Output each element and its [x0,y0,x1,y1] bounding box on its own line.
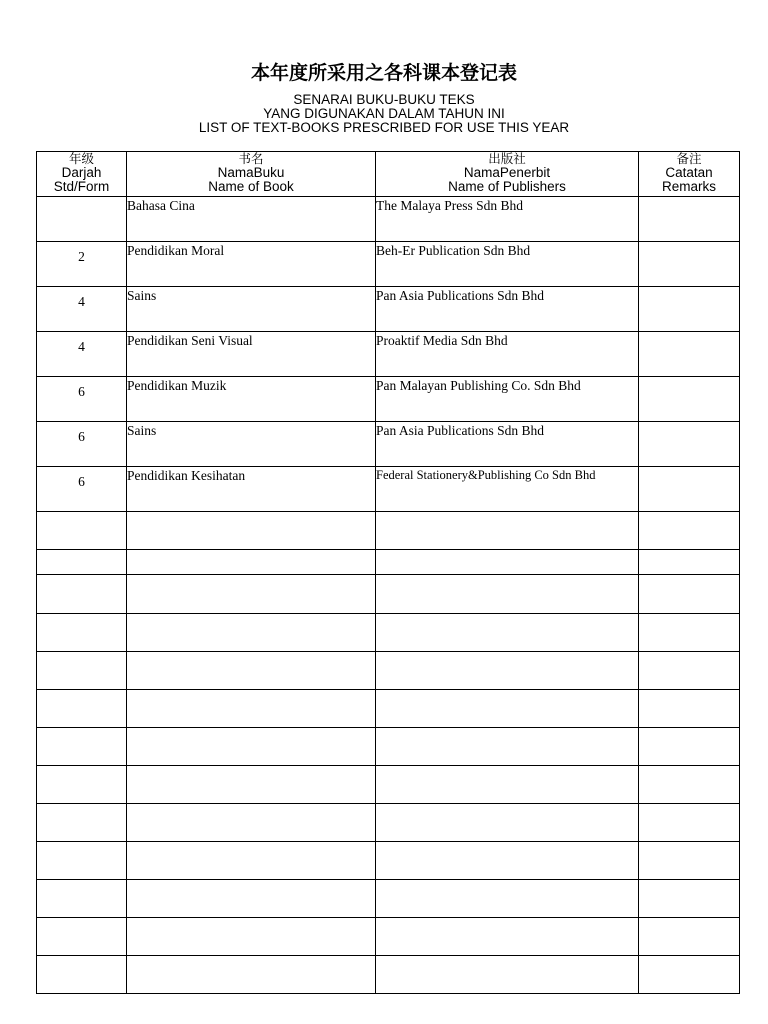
empty-cell [376,766,639,804]
header-publisher [376,152,639,197]
empty-row [37,575,740,614]
header-publisher-ms: NamaPenerbit [463,165,551,180]
empty-cell [639,918,740,956]
empty-cell [127,575,376,614]
book-cell: Pendidikan Moral [127,242,376,287]
empty-cell [127,614,376,652]
subtitle-malay-line-1: SENARAI BUKU-BUKU TEKS [293,92,475,107]
empty-cell [37,956,127,994]
remarks-cell [639,197,740,242]
empty-row [37,804,740,842]
std-cell: 4 [37,287,127,332]
publisher-cell: Federal Stationery&Publishing Co Sdn Bhd [376,467,639,512]
empty-cell [127,728,376,766]
remarks-cell [639,422,740,467]
empty-cell [127,652,376,690]
subtitle-malay-line-2: YANG DIGUNAKAN DALAM TAHUN INI [263,106,505,121]
empty-cell [127,512,376,550]
table-row [37,467,740,512]
header-publisher-zh: 出版社 [488,151,526,166]
empty-cell [639,956,740,994]
empty-cell [37,728,127,766]
empty-row [37,652,740,690]
empty-cell [639,512,740,550]
empty-row [37,842,740,880]
header-std-form-ms: Darjah [61,165,102,180]
remarks-cell [639,377,740,422]
std-cell: 6 [37,467,127,512]
std-cell [37,197,127,242]
table-row [37,287,740,332]
publisher-cell: Pan Asia Publications Sdn Bhd [376,287,639,332]
page-title: 本年度所采用之各科课本登记表 [250,62,517,84]
table-row [37,377,740,422]
empty-cell [376,880,639,918]
empty-cell [639,690,740,728]
book-cell: Pendidikan Seni Visual [127,332,376,377]
empty-cell [37,512,127,550]
header-std-form-en: Std/Form [53,179,110,194]
table-row [37,332,740,377]
empty-cell [376,690,639,728]
std-cell: 6 [37,422,127,467]
empty-row [37,918,740,956]
empty-cell [639,652,740,690]
empty-cell [376,550,639,575]
table-row [37,242,740,287]
empty-row [37,728,740,766]
empty-cell [376,652,639,690]
empty-cell [376,918,639,956]
empty-cell [639,614,740,652]
header-book-name-zh: 书名 [238,151,264,166]
textbook-table [36,151,740,994]
header-std-form-zh: 年级 [68,151,94,166]
publisher-cell: Pan Malayan Publishing Co. Sdn Bhd [376,377,639,422]
header-std-form [37,152,127,197]
publisher-cell: Beh-Er Publication Sdn Bhd [376,242,639,287]
publisher-cell: Proaktif Media Sdn Bhd [376,332,639,377]
std-cell: 6 [37,377,127,422]
book-cell: Sains [127,422,376,467]
empty-cell [37,918,127,956]
empty-cell [639,842,740,880]
subtitle-english: LIST OF TEXT-BOOKS PRESCRIBED FOR USE THIS YEAR [198,120,570,135]
remarks-cell [639,467,740,512]
table-header-row [37,152,740,197]
empty-cell [37,880,127,918]
empty-cell [127,842,376,880]
empty-row [37,550,740,575]
empty-cell [376,575,639,614]
empty-cell [639,550,740,575]
empty-cell [127,880,376,918]
header-remarks-ms: Catatan [665,165,713,180]
empty-cell [127,956,376,994]
empty-cell [37,842,127,880]
empty-cell [37,575,127,614]
empty-cell [37,550,127,575]
empty-row [37,880,740,918]
empty-cell [127,804,376,842]
remarks-cell [639,287,740,332]
empty-row [37,690,740,728]
empty-cell [127,690,376,728]
publisher-cell: Pan Asia Publications Sdn Bhd [376,422,639,467]
book-cell: Pendidikan Kesihatan [127,467,376,512]
empty-cell [127,550,376,575]
header-remarks-en: Remarks [661,179,716,194]
empty-cell [127,766,376,804]
empty-cell [376,956,639,994]
std-cell: 4 [37,332,127,377]
publisher-cell: The Malaya Press Sdn Bhd [376,197,639,242]
empty-cell [127,918,376,956]
book-cell: Bahasa Cina [127,197,376,242]
remarks-cell [639,242,740,287]
book-cell: Pendidikan Muzik [127,377,376,422]
header-remarks-zh: 备注 [676,151,702,166]
std-cell: 2 [37,242,127,287]
empty-cell [37,766,127,804]
empty-cell [639,575,740,614]
empty-row [37,512,740,550]
empty-cell [376,614,639,652]
book-cell: Sains [127,287,376,332]
header-book-name-en: Name of Book [208,179,294,194]
empty-cell [639,728,740,766]
empty-row [37,956,740,994]
empty-cell [37,614,127,652]
empty-cell [376,512,639,550]
empty-cell [37,804,127,842]
empty-row [37,766,740,804]
empty-row [37,614,740,652]
empty-cell [376,728,639,766]
empty-cell [639,880,740,918]
empty-cell [37,690,127,728]
remarks-cell [639,332,740,377]
empty-cell [37,652,127,690]
header-book-name-ms: NamaBuku [217,165,285,180]
empty-cell [639,766,740,804]
table-row [37,422,740,467]
empty-cell [376,842,639,880]
empty-cell [376,804,639,842]
header-remarks [639,152,740,197]
header-book-name [127,152,376,197]
table-row [37,197,740,242]
header-publisher-en: Name of Publishers [448,179,566,194]
empty-cell [639,804,740,842]
